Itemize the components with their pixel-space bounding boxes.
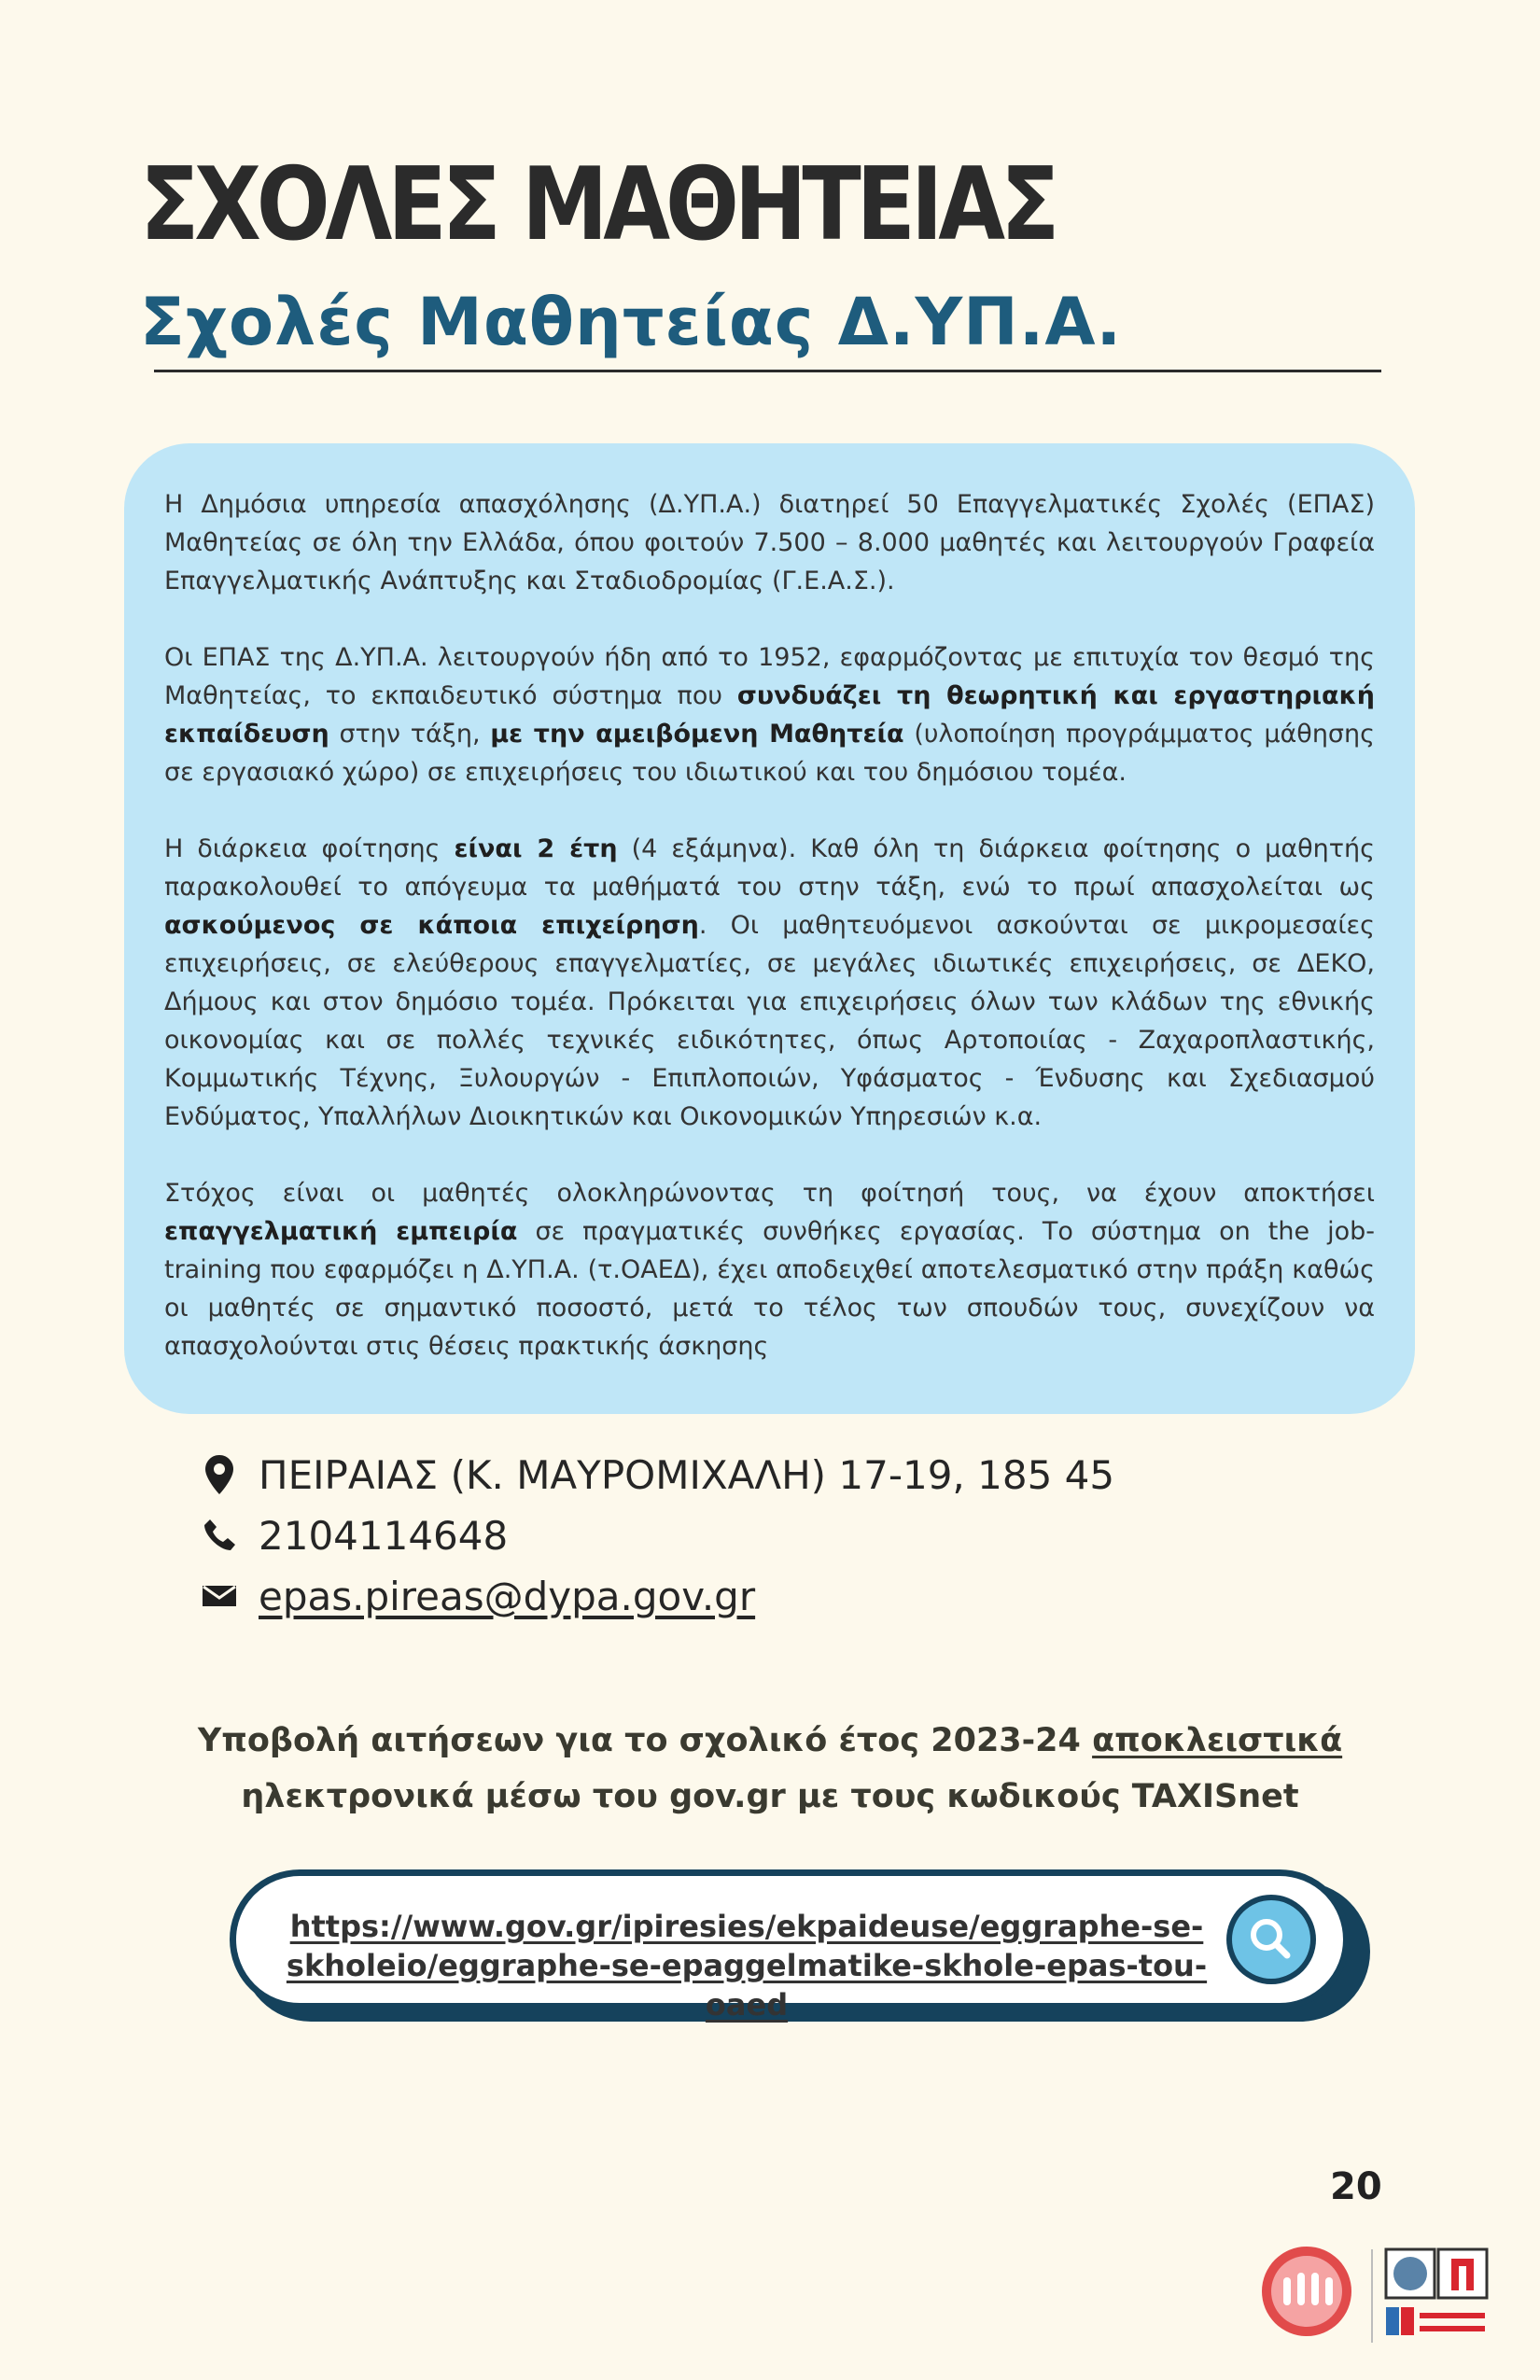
search-icon — [1225, 1893, 1318, 1986]
info-paragraph-3: Η διάρκεια φοίτησης είναι 2 έτη (4 εξάμηνα). Καθ όλη τη διάρκεια φοίτησης ο μαθητής παρακολουθεί το απόγευμα τα μαθήματά του στην τάξη, ενώ το πρωί απασχολείται ως ασκούμενος σε κάποια επιχείρηση. Οι μαθητευόμενοι ασκούνται σε μικρομεσαίες επιχειρήσεις, σε ελεύθερους επαγγελματίες, σε μεγάλες ιδιωτικές επιχειρήσεις, σε ΔΕΚΟ, Δήμους και στον δημόσιο τομέα. Πρόκειται για επιχειρήσεις όλων των κλάδων της εθνικής οικονομίας και σε πολλές τεχνικές ειδικότητες, όπως Αρτοποιίας - Ζαχαροπλαστικής, Κομμωτικής Τέχνης, Ξυλουργών - Επιπλοποιών, Υφάσματος - Ένδυσης και Σχεδιασμού Ενδύματος, Υπαλλήλων Διοικητικών και Οικονομικών Υπηρεσιών κ.α. — [164, 834, 1375, 1131]
address-text: ΠΕΙΡΑΙΑΣ (Κ. ΜΑΥΡΟΜΙΧΑΛΗ) 17-19, 185 45 — [259, 1451, 1115, 1498]
page-subtitle: Σχολές Μαθητείας Δ.ΥΠ.Α. — [140, 284, 1123, 360]
email-link[interactable]: epas.pireas@dypa.gov.gr — [259, 1573, 756, 1619]
info-paragraph-2: Οι ΕΠΑΣ της Δ.ΥΠ.Α. λειτουργούν ήδη από το 1952, εφαρμόζοντας με επιτυχία τον θεσμό της Μαθητείας, το εκπαιδευτικό σύστημα που συνδυάζει τη θεωρητική και εργαστηριακή εκπαίδευση στην τάξη, με την αμειβόμενη Μαθητεία (υλοποίηση προγράμματος μάθησης σε εργασιακό χώρο) σε επιχειρήσεις του ιδιωτικού και του δημόσιου τομέα. — [164, 643, 1375, 787]
community-center-logo — [1386, 2249, 1487, 2335]
partner-logos — [1255, 2240, 1526, 2356]
page-number: 20 — [1330, 2165, 1382, 2208]
search-button[interactable] — [1225, 1893, 1318, 1986]
envelope-icon — [201, 1574, 238, 1618]
phone-icon — [201, 1513, 238, 1558]
phone-row — [201, 1507, 508, 1563]
location-pin-icon — [201, 1452, 238, 1497]
info-paragraph-1: Η Δημόσια υπηρεσία απασχόλησης (Δ.ΥΠ.Α.) διατηρεί 50 Επαγγελματικές Σχολές (ΕΠΑΣ) Μαθητείας σε όλη την Ελλάδα, όπου φοιτούν 7.500 – 8.000 μαθητές και λειτουργούν Γραφεία Επαγγελματικής Ανάπτυξης και Σταδιοδρομίας (Γ.Ε.Α.Σ.). — [164, 490, 1375, 595]
info-paragraph-4: Στόχος είναι οι μαθητές ολοκληρώνοντας τη φοίτησή τους, να έχουν αποκτήσει επαγγελματική εμπειρία σε πραγματικές συνθήκες εργασίας. Το σύστημα on the job-training που εφαρμόζει η Δ.ΥΠ.Α. (τ.ΟΑΕΔ), έχει αποδειχθεί αποτελεσματικό στην πράξη καθώς οι μαθητές σε σημαντικό ποσοστό, μετά το τέλος των σπουδών τους, συνεχίζουν να απασχολούνται στις θέσεις πρακτικής άσκησης — [164, 1179, 1375, 1361]
application-url-link[interactable]: https://www.gov.gr/ipiresies/ekpaideuse/eggraphe-se- skholeio/eggraphe-se-epaggelmatike-skhole-epas-tou-oaed — [286, 1909, 1208, 2023]
address-row — [201, 1447, 1114, 1503]
heading-divider — [154, 370, 1381, 372]
page-title: ΣΧΟΛΕΣ ΜΑΘΗΤΕΙΑΣ — [140, 147, 1056, 263]
phone-number[interactable]: 2104114648 — [259, 1512, 509, 1559]
application-notice-line-1: Υποβολή αιτήσεων για το σχολικό έτος 2023-24 αποκλειστικά — [197, 1722, 1343, 1759]
exclusively-emphasis: αποκλειστικά — [1092, 1722, 1343, 1759]
application-notice-line-2: ηλεκτρονικά μέσω του gov.gr με τους κωδικούς TAXISnet — [241, 1778, 1299, 1815]
email-row — [201, 1568, 755, 1624]
municipality-logo — [1262, 2247, 1351, 2336]
